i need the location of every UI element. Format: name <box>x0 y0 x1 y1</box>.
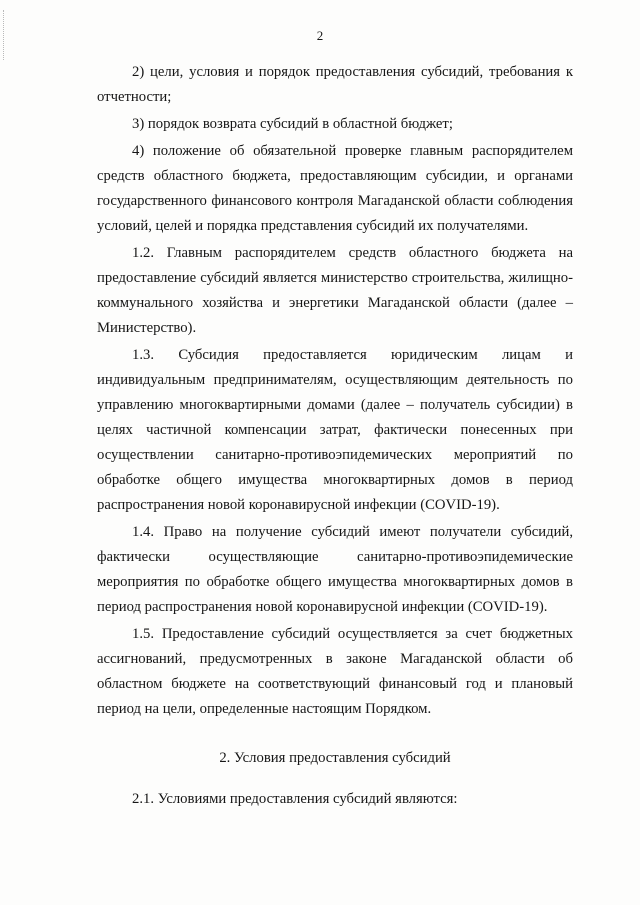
paragraph-item-3: 3) порядок возврата субсидий в областной бюджет; <box>132 116 453 132</box>
section-heading: 2. Условия предоставления субсидий <box>219 750 451 766</box>
paragraph-item-2: 2) цели, условия и порядок предоставления субсидий, требования к отчетности; <box>97 64 573 105</box>
paragraph-2-1: 2.1. Условиями предоставления субсидий являются: <box>132 791 458 807</box>
paragraph-1-2: 1.2. Главным распорядителем средств областного бюджета на предоставление субсидий является министерство строительства, жилищно-коммунального хозяйства и энергетики Магаданской области (далее – Министерство). <box>97 245 573 336</box>
paragraph-item-4: 4) положение об обязательной проверке главным распорядителем средств областного бюджета, предоставляющим субсидии, и органами государственного финансового контроля Магаданской области соблюдения условий, целей и порядка представления субсидий их получателями. <box>97 143 573 234</box>
document-body <box>97 60 573 812</box>
paragraph-1-5: 1.5. Предоставление субсидий осуществляется за счет бюджетных ассигнований, предусмотренных в законе Магаданской области об областном бюджете на соответствующий финансовый год и плановый период на цели, определенные настоящим Порядком. <box>97 626 573 717</box>
paragraph-1-4: 1.4. Право на получение субсидий имеют получатели субсидий, фактически осуществляющие санитарно-противоэпидемические мероприятия по обработке общего имущества многоквартирных домов в период распространения новой коронавирусной инфекции (COVID-19). <box>97 524 573 615</box>
paragraph-1-3: 1.3. Субсидия предоставляется юридическим лицам и индивидуальным предпринимателям, осуществляющим деятельность по управлению многоквартирными домами (далее – получатель субсидии) в целях частичной компенсации затрат, фактически понесенных при осуществлении санитарно-противоэпидемических мероприятий по обработке общего имущества многоквартирных домов в период распространения новой коронавирусной инфекции (COVID-19). <box>97 347 573 513</box>
page-number: 2 <box>316 28 324 43</box>
